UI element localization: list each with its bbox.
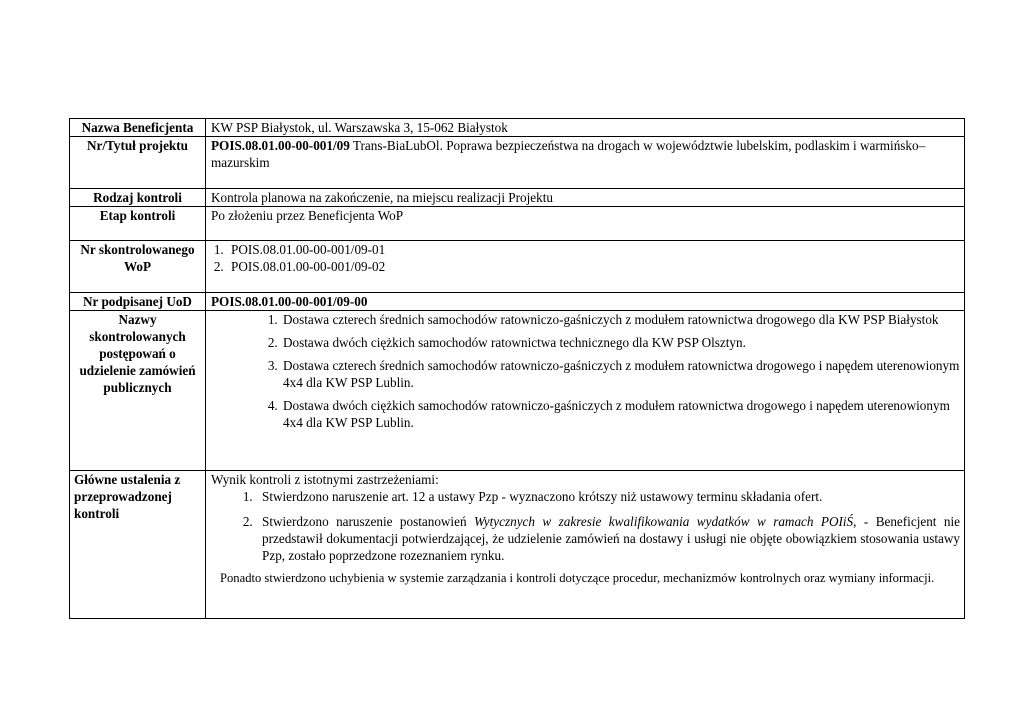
findings-value: [206, 471, 965, 619]
uod-number-row: [70, 293, 965, 311]
wop-numbers-label: Nr skontrolowanego WoP: [70, 241, 206, 293]
procedure-item: 4. Dostawa dwóch ciężkich samochodów ratowniczo-gaśniczych z modułem ratownictwa drogowego i napędem uterenowionym 4x4 dla KW PSP Lublin.: [281, 397, 960, 431]
procedure-item: 2. Dostawa dwóch ciężkich samochodów ratownictwa technicznego dla KW PSP Olsztyn.: [281, 334, 960, 351]
project-label: Nr/Tytuł projektu: [70, 137, 206, 189]
procedures-value: [206, 311, 965, 471]
control-type-row: [70, 189, 965, 207]
uod-number-label: Nr podpisanej UoD: [70, 293, 206, 311]
wop-number-item: 2. POIS.08.01.00-00-001/09-02: [227, 258, 960, 275]
finding-2-intro: Stwierdzono naruszenie postanowień: [262, 514, 474, 529]
findings-extra: Ponadto stwierdzono uchybienia w systemie zarządzania i kontroli dotyczące procedur, mechanizmów kontrolnych oraz wymiany informacji.: [220, 571, 935, 585]
procedure-item: 3. Dostawa czterech średnich samochodów ratowniczo-gaśniczych z modułem ratownictwa drogowego i napędem uterenowionym 4x4 dla KW PSP Lublin.: [281, 357, 960, 391]
control-type-label: Rodzaj kontroli: [70, 189, 206, 207]
project-number: POIS.08.01.00-00-001/09: [211, 138, 350, 153]
project-value: [206, 137, 965, 189]
finding-item: 1. Stwierdzono naruszenie art. 12 a ustawy Pzp - wyznaczono krótszy niż ustawowy terminu składania ofert.: [256, 488, 960, 505]
uod-number-value: POIS.08.01.00-00-001/09-00: [206, 293, 965, 311]
control-type-value: Kontrola planowa na zakończenie, na miejscu realizacji Projektu: [206, 189, 965, 207]
wop-numbers-list: [211, 241, 960, 275]
procedure-item: 1. Dostawa czterech średnich samochodów ratowniczo-gaśniczych z modułem ratownictwa drogowego dla KW PSP Białystok: [281, 311, 960, 328]
finding-2-guidelines: Wytycznych w zakresie kwalifikowania wydatków w ramach POIiŚ: [473, 514, 854, 529]
beneficiary-label: Nazwa Beneficjenta: [70, 119, 206, 137]
wop-numbers-value: [206, 241, 965, 293]
findings-row: [70, 471, 965, 619]
procedures-list: [211, 311, 960, 431]
findings-label: Główne ustalenia z przeprowadzonej kontroli: [70, 471, 206, 619]
finding-2-body: , - Beneficjent nie przedstawił dokumentacji potwierdzającej, że udzielenie zamówień na dostawy i usługi nie objęte obowiązkiem stosowania ustawy Pzp, zostało poprzedzone rozeznaniem rynku.: [262, 514, 961, 563]
findings-list: [211, 488, 960, 564]
wop-number-item: 1. POIS.08.01.00-00-001/09-01: [227, 241, 960, 258]
control-stage-label: Etap kontroli: [70, 207, 206, 241]
wop-numbers-row: [70, 241, 965, 293]
control-stage-row: [70, 207, 965, 241]
procedures-row: [70, 311, 965, 471]
finding-item: [256, 513, 960, 564]
project-title: Trans-BiaLubOl. Poprawa bezpieczeństwa na drogach w województwie lubelskim, podlaskim i warmińsko–mazurskim: [211, 138, 926, 170]
project-row: [70, 137, 965, 189]
control-stage-value: Po złożeniu przez Beneficjenta WoP: [206, 207, 965, 241]
beneficiary-row: [70, 119, 965, 137]
beneficiary-value: KW PSP Białystok, ul. Warszawska 3, 15-062 Białystok: [206, 119, 965, 137]
findings-intro: Wynik kontroli z istotnymi zastrzeżeniami:: [211, 472, 439, 487]
control-summary-table: [69, 118, 965, 619]
procedures-label: Nazwy skontrolowanych postępowań o udzielenie zamówień publicznych: [70, 311, 206, 471]
